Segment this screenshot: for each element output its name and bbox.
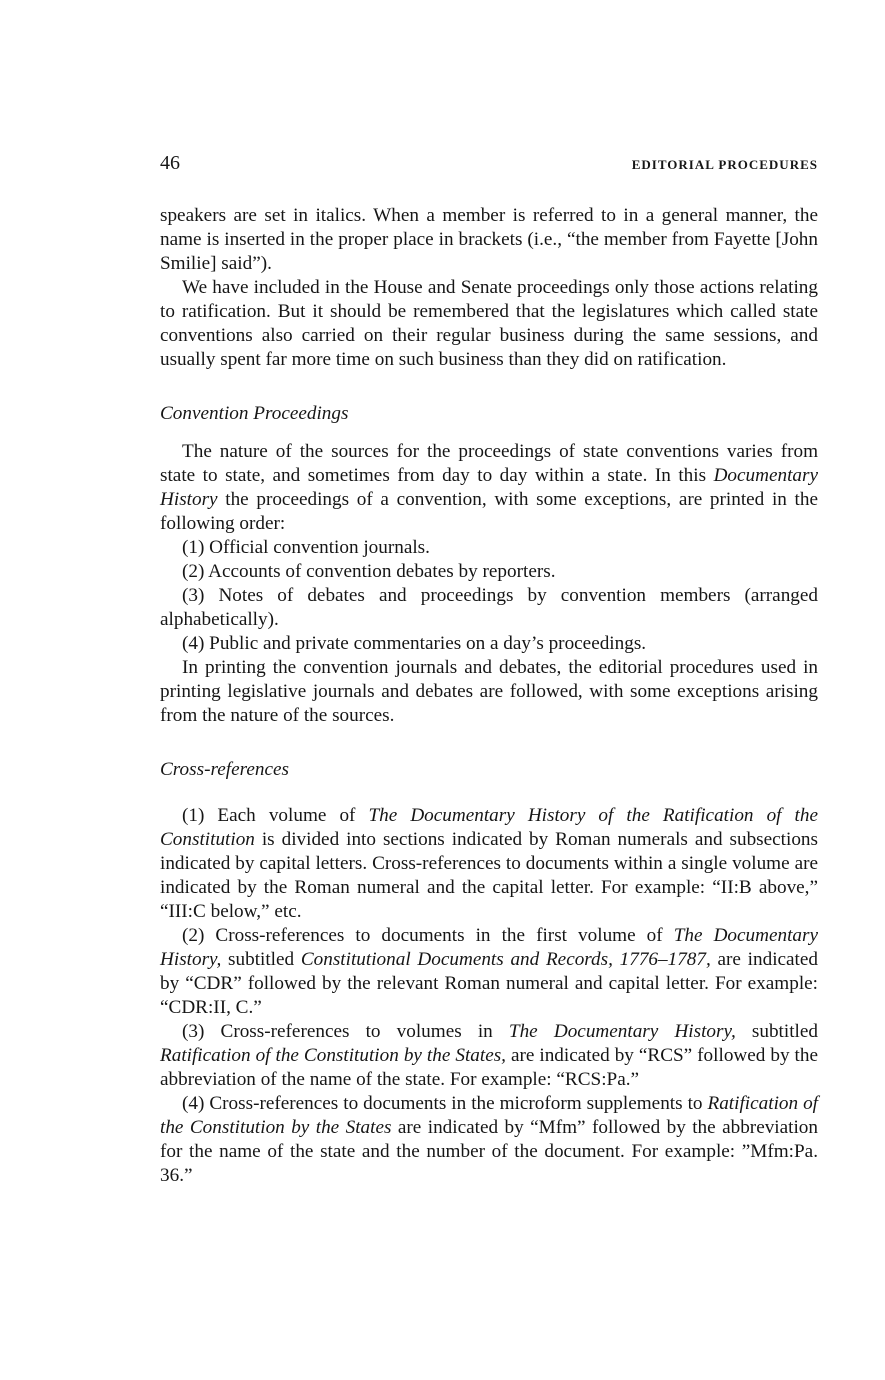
cross-reference-item-2: (2) Cross-references to documents in the first volume of The Documentary History, subtitled Constitutional Documents and Records, 1776–1787, are indicated by “CDR” followed by the relevant Roman numeral and capital letter. For example: “CDR:II, C.” bbox=[160, 925, 818, 1018]
document-page bbox=[160, 152, 818, 1188]
intro-paragraph-2: We have included in the House and Senate proceedings only those actions relating to ratification. But it should be remembered that the legislatures which called state conventions also carried on their regular business during the same sessions, and usually spent far more time on such business than they did on ratification. bbox=[160, 277, 818, 370]
page-number: 46 bbox=[160, 152, 180, 174]
convention-list-item-2: (2) Accounts of convention debates by reporters. bbox=[182, 561, 556, 582]
convention-list-item-1: (1) Official convention journals. bbox=[182, 537, 430, 558]
running-title: EDITORIAL PROCEDURES bbox=[631, 157, 818, 172]
convention-list-item-3: (3) Notes of debates and proceedings by convention members (arranged alphabetically). bbox=[160, 585, 818, 630]
cross-reference-item-3: (3) Cross-references to volumes in The Documentary History, subtitled Ratification of the Constitution by the States, are indicated by “RCS” followed by the abbreviation of the name of the state. For example: “RCS:Pa.” bbox=[160, 1021, 818, 1090]
section-heading-cross-references: Cross-references bbox=[160, 759, 289, 780]
cross-reference-item-1: (1) Each volume of The Documentary History of the Ratification of the Constitution is divided into sections indicated by Roman numerals and subsections indicated by capital letters. Cross-references to documents within a single volume are indicated by the Roman numeral and the capital letter. For example: “II:B above,” “III:C below,” etc. bbox=[160, 805, 818, 922]
cross-reference-item-4: (4) Cross-references to documents in the microform supplements to Ratification of the Constitution by the States are indicated by “Mfm” followed by the abbreviation for the name of the state and the number of the document. For example: ”Mfm:Pa. 36.” bbox=[160, 1093, 818, 1186]
convention-paragraph-1: The nature of the sources for the proceedings of state conventions varies from state to state, and sometimes from day to day within a state. In this Documentary History the proceedings of a convention, with some exceptions, are printed in the following order: bbox=[160, 441, 818, 534]
intro-paragraph-1: speakers are set in italics. When a member is referred to in a general manner, the name is inserted in the proper place in brackets (i.e., “the member from Fayette [John Smilie] said”). bbox=[160, 205, 818, 274]
convention-paragraph-2: In printing the convention journals and debates, the editorial procedures used in printing legislative journals and debates are followed, with some exceptions arising from the nature of the sources. bbox=[160, 657, 818, 726]
section-heading-convention-proceedings: Convention Proceedings bbox=[160, 403, 349, 424]
convention-list-item-4: (4) Public and private commentaries on a day’s proceedings. bbox=[182, 633, 647, 654]
running-head bbox=[160, 152, 818, 184]
